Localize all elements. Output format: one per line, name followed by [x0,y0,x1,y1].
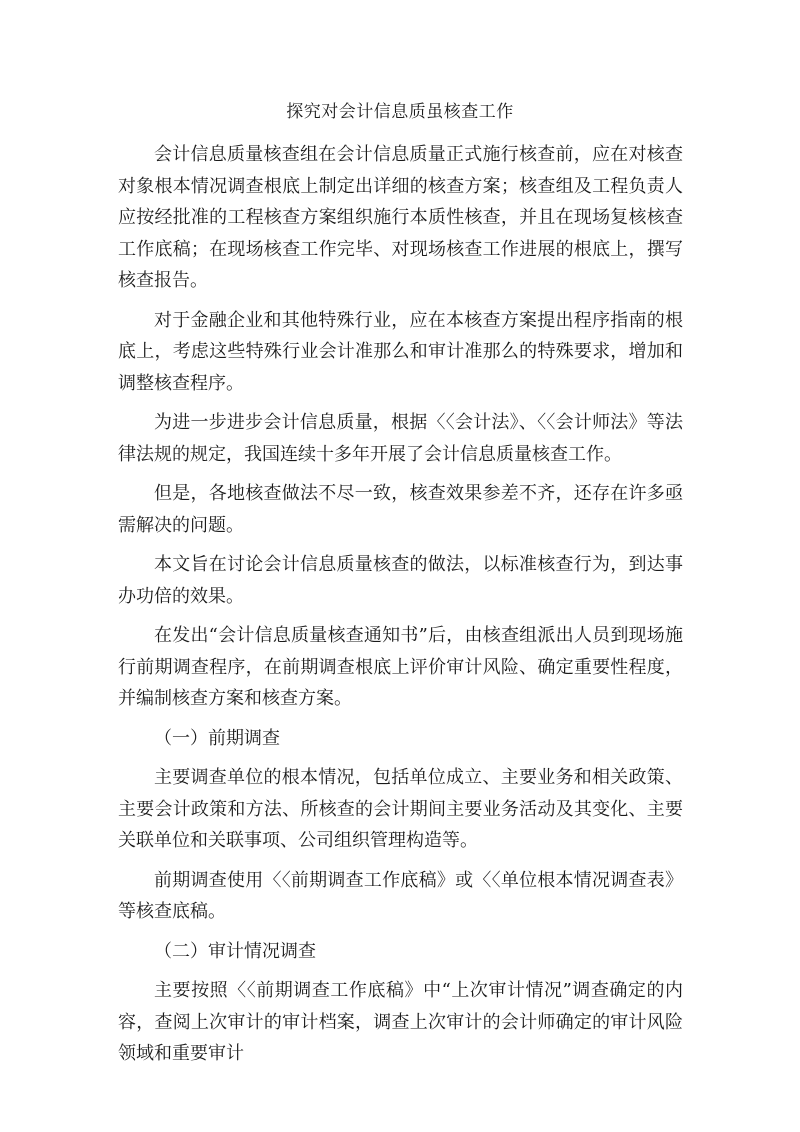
document-title: 探究对会计信息质虽核查工作 [286,102,514,122]
paragraph-5: 本文旨在讨论会计信息质量核查的做法，以标准核查行为，到达事办功倍的效果。 [118,554,683,607]
paragraph-2: 对于金融企业和其他特殊行业，应在本核查方案提出程序指南的根底上，考虑这些特殊行业会计准那么和审计准那么的特殊要求，增加和调整核查程序。 [118,309,683,394]
section-heading-audit-survey: （二）审计情况调查 [154,940,316,962]
section-heading-preliminary-survey: （一）前期调查 [154,727,280,749]
document-body [118,139,683,1070]
paragraph-3: 为进一步进步会计信息质量，根据〈〈会计法》、〈〈会计师法》等法律法规的规定，我国连续十多年开展了会计信息质量核查工作。 [118,412,683,465]
paragraph-6: 在发出“会计信息质量核查通知书”后，由核查组派出人员到现场施行前期调查程序，在前期调查根底上评价审计风险、确定重要性程度，并编制核查方案和核查方案。 [118,625,683,709]
paragraph-1: 会计信息质量核查组在会计信息质量正式施行核查前，应在对核查对象根本情况调查根底上制定出详细的核查方案；核查组及工程负责人应按经批准的工程核查方案组织施行本质性核查，并且在现场复核核查工作底稿；在现场核查工作完毕、对现场核查工作进展的根底上，撰写核查报告。 [118,144,683,291]
paragraph-4: 但是，各地核查做法不尽一致，核查效果参差不齐，还存在许多亟需解决的问题。 [118,483,683,536]
paragraph-7: 主要调查单位的根本情况，包括单位成立、主要业务和相关政策、主要会计政策和方法、所核查的会计期间主要业务活动及其变化、主要关联单位和关联事项、公司组织管理构造等。 [118,767,683,851]
paragraph-9: 主要按照〈〈前期调查工作底稿》中“上次审计情况”调查确定的内容，查阅上次审计的审计档案，调查上次审计的会计师确定的审计风险领域和重要审计 [118,980,683,1064]
paragraph-8: 前期调查使用〈〈前期调查工作底稿》或〈〈单位根本情况调查表》等核查底稿。 [118,869,683,922]
